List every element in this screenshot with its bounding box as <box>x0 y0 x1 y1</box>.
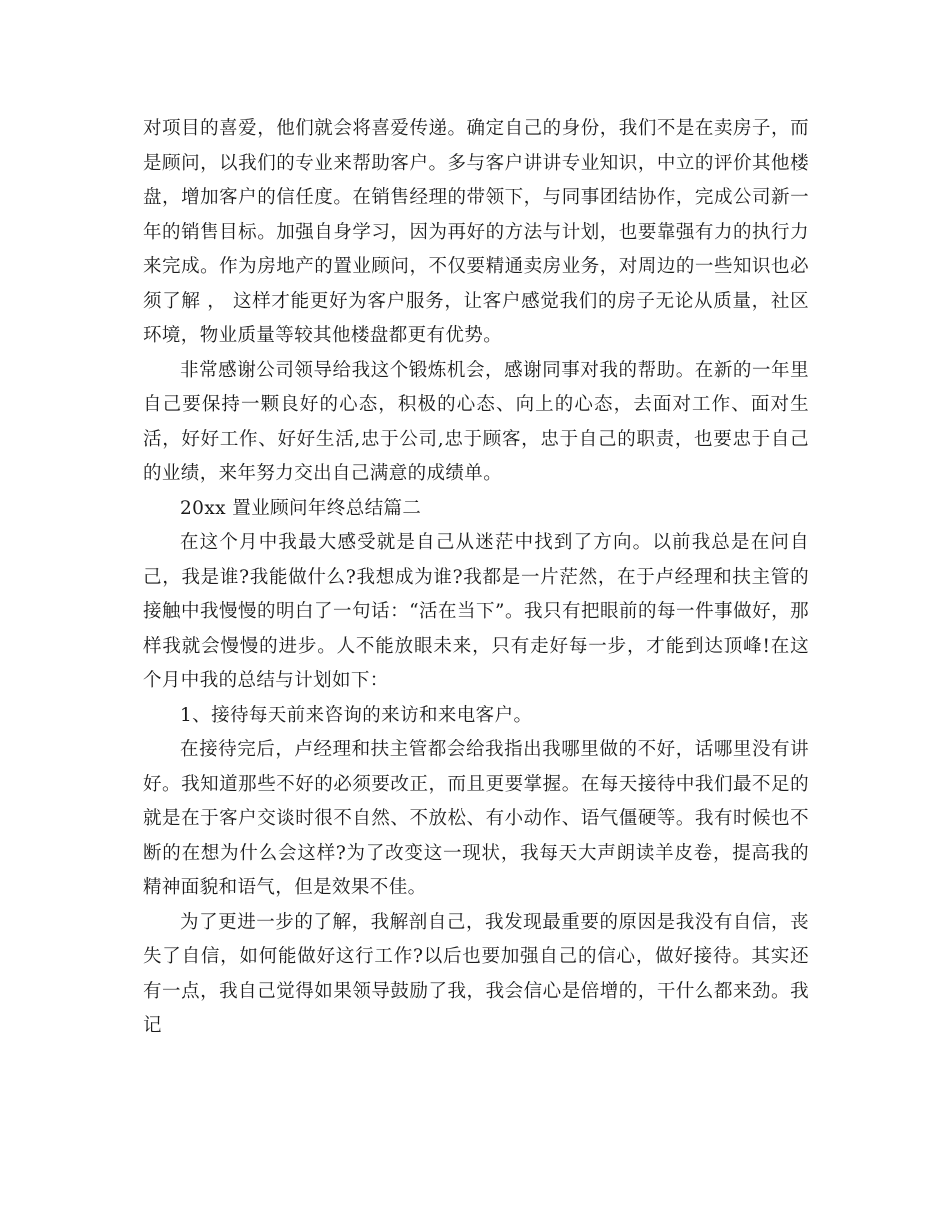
paragraph-continued: 对项目的喜爱，他们就会将喜爱传递。确定自己的身份，我们不是在卖房子，而是顾问，以我们的专业来帮助客户。多与客户讲讲专业知识，中立的评价其他楼盘，增加客户的信任度。在销售经理的带领下，与同事团结协作，完成公司新一年的销售目标。加强自身学习，因为再好的方法与计划，也要靠强有力的执行力来完成。作为房地产的置业顾问，不仅要精通卖房业务，对周边的一些知识也必须了解 ， 这样才能更好为客户服务，让客户感觉我们的房子无论从质量，社区环境，物业质量等较其他楼盘都更有优势。 <box>143 118 809 346</box>
paragraph-self-analysis: 为了更进一步的了解，我解剖自己，我发现最重要的原因是我没有自信，丧失了自信，如何能做好这行工作?以后也要加强自己的信心，做好接待。其实还有一点，我自己觉得如果领导鼓励了我，我会信心是倍增的，干什么都来劲。我记 <box>143 911 809 1036</box>
paragraph-reception: 在接待完后，卢经理和扶主管都会给我指出我哪里做的不好，话哪里没有讲好。我知道那些不好的必须要改正，而且更要掌握。在每天接待中我们最不足的就是在于客户交谈时很不自然、不放松、有小动作、语气僵硬等。我有时候也不断的在想为什么会这样?为了改变这一现状，我每天大声朗读羊皮卷，提高我的精神面貌和语气，但是效果不佳。 <box>143 739 809 898</box>
section-heading: 20xx 置业顾问年终总结篇二 <box>180 497 422 519</box>
paragraph-month-feeling: 在这个月中我最大感受就是自己从迷茫中找到了方向。以前我总是在问自己，我是谁?我能做什么?我想成为谁?我都是一片茫然，在于卢经理和扶主管的接触中我慢慢的明白了一句话：“活在当下”。我只有把眼前的每一件事做好，那样我就会慢慢的进步。人不能放眼未来，只有走好每一步，才能到达顶峰!在这个月中我的总结与计划如下： <box>143 532 809 691</box>
list-item-1: 1、接待每天前来咨询的来访和来电客户。 <box>180 704 533 726</box>
paragraph-thanks: 非常感谢公司领导给我这个锻炼机会，感谢同事对我的帮助。在新的一年里自己要保持一颗良好的心态，积极的心态、向上的心态，去面对工作、面对生活，好好工作、好好生活,忠于公司,忠于顾客，忠于自己的职责，也要忠于自己的业绩，来年努力交出自己满意的成绩单。 <box>143 359 809 484</box>
document-body <box>143 112 809 1044</box>
